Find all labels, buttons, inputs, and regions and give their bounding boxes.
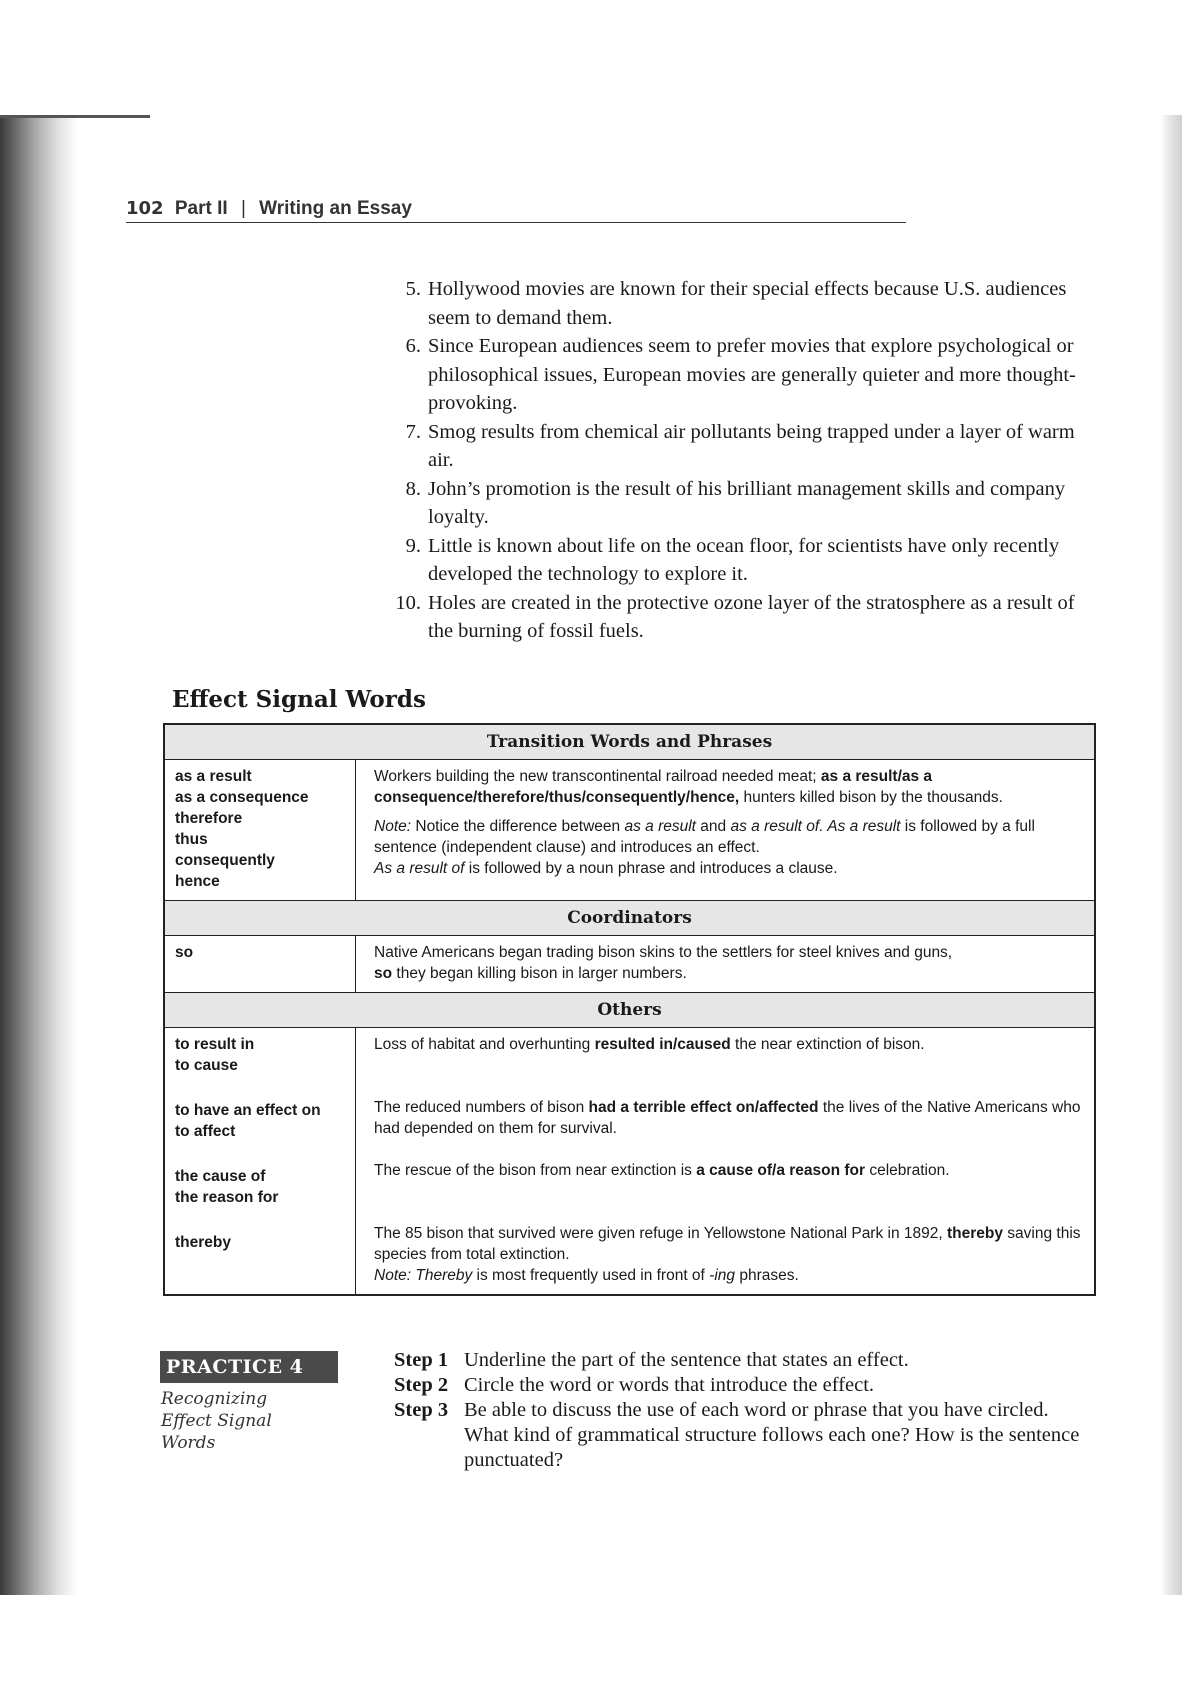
list-item: 9. Little is known about life on the ocean floor, for scientists have only recently developed the technology to explore it. [405,534,1060,585]
table-row [164,1028,1095,1296]
practice-subtitle: Recognizing Effect Signal Words [161,1389,272,1453]
step-item: Step 2 Circle the word or words that introduce the effect. [394,1374,875,1396]
practice-steps [394,1348,1094,1473]
page-number: 102 [126,198,164,219]
coordinators-header: Coordinators [164,901,1095,936]
running-header [126,198,906,223]
table-section-header [164,901,1095,936]
part-label: Part II [174,198,228,219]
signal-words-cell: as a result as a consequence therefore thus consequently hence [164,760,356,901]
example-cell: Loss of habitat and overhunting resulted in/caused the near extinction of bison. The reduced numbers of bison had a terrible effect on/affected the lives of the Native Americans who had depended on them for survival. The rescue of the bison from near extinction is a cause of/a reason for celebration. The 85 bison that survived were given refuge in Yellowstone National Park in 1892, thereby saving this species from total extinction. Note: Thereby is most frequently used in front of -ing phrases. [356,1028,1096,1296]
list-item: 5. Hollywood movies are known for their special effects because U.S. audiences seem to demand them. [405,278,1067,329]
header-separator: | [240,198,246,219]
transition-header: Transition Words and Phrases [164,724,1095,760]
book-binding-shadow [0,115,78,1595]
chapter-title: Writing an Essay [259,198,412,219]
list-item: 8. John’s promotion is the result of his brilliant management skills and company loyalty. [405,477,1066,528]
list-item: 10. Holes are created in the protective ozone layer of the stratosphere as a result of the burning of fossil fuels. [395,591,1075,642]
table-row [164,760,1095,901]
usage-note: Note: Thereby is most frequently used in front of -ing phrases. [374,1267,799,1284]
example-cell: Native Americans began trading bison skins to the settlers for steel knives and guns, so they began killing bison in larger numbers. [374,944,953,982]
table-section-header [164,993,1095,1028]
list-item: 6. Since European audiences seem to prefer movies that explore psychological or philosophical issues, European movies are generally quieter and more thought-provoking. [405,335,1076,414]
usage-note: Note: Notice the difference between as a result and as a result of. As a result is followed by a full sentence (independent clause) and introduces an effect. As a result of is followed by a noun phrase and introduces a clause. [374,818,1035,877]
effect-signal-words-table [163,723,1096,1296]
signal-words-cell: to result in to cause to have an effect on to affect the cause of the reason for thereby [164,1028,356,1296]
practice-badge: PRACTICE 4 [160,1351,338,1383]
numbered-sentence-list [388,275,1088,646]
section-heading: Effect Signal Words [172,686,426,713]
list-item: 7. Smog results from chemical air pollutants being trapped under a layer of warm air. [405,420,1075,471]
step-item: Step 3 Be able to discuss the use of each word or phrase that you have circled. What kind of grammatical structure follows each one? How is the sentence punctuated? [394,1399,1080,1471]
others-header: Others [164,993,1095,1028]
example-cell: Workers building the new transcontinental railroad needed meat; as a result/as a consequence/therefore/thus/consequently/hence, hunters killed bison by the thousands. Note: Notice the difference between as a result and as a result of. As a result is followed by a full sentence (independent clause) and introduces an effect. As a result of is followed by a noun phrase and introduces a clause. [356,760,1096,901]
table-row [164,936,1095,993]
table-section-header [164,724,1095,760]
page-edge-shadow [1160,115,1182,1595]
signal-words-cell: so [164,936,356,993]
step-item: Step 1 Underline the part of the sentence that states an effect. [394,1349,909,1371]
